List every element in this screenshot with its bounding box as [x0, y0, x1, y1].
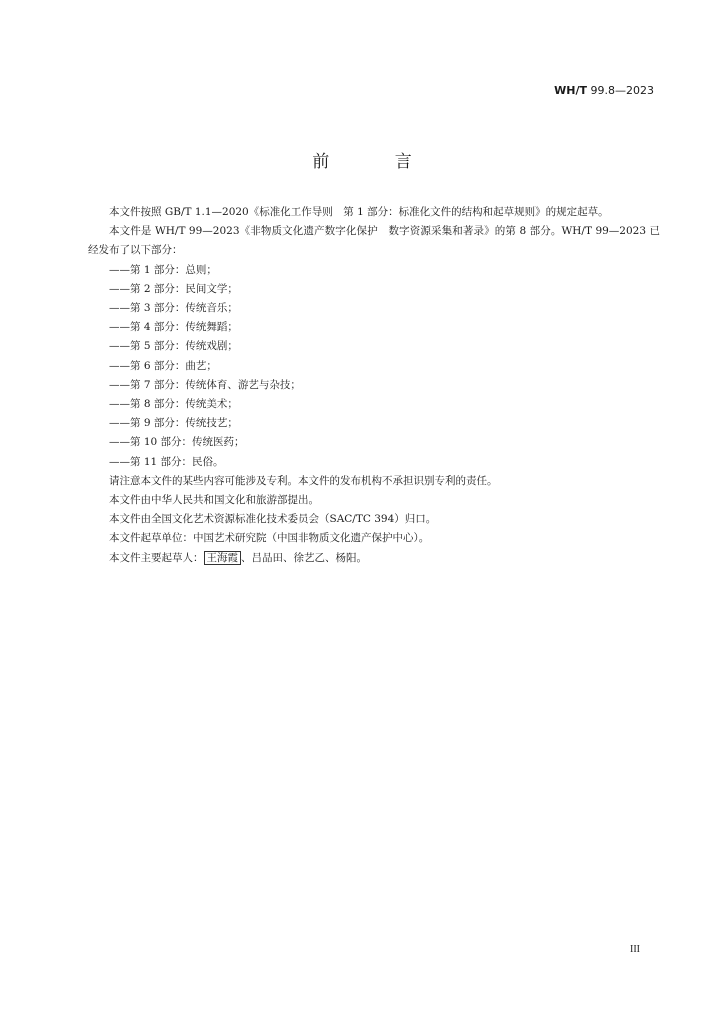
paragraph-committee: 本文件由全国文化艺术资源标准化技术委员会（SAC/TC 394）归口。	[109, 513, 437, 526]
list-item: ——第 4 部分：传统舞蹈；	[109, 321, 238, 334]
paragraph-proposer: 本文件由中华人民共和国文化和旅游部提出。	[109, 494, 319, 507]
list-item: ——第 7 部分：传统体育、游艺与杂技；	[109, 378, 301, 391]
drafters-prefix: 本文件主要起草人：	[109, 551, 204, 564]
paragraph-drafting-unit: 本文件起草单位：中国艺术研究院（中国非物质文化遗产保护中心）。	[109, 532, 430, 545]
document-code	[554, 84, 654, 97]
list-item: ——第 3 部分：传统音乐；	[109, 302, 238, 315]
list-item: ——第 5 部分：传统戏剧；	[109, 340, 238, 353]
paragraph-series-info: 本文件是 WH/T 99—2023《非物质文化遗产数字化保护 数字资源采集和著录》的第 8 部分。WH/T 99—2023 已经发布了以下部分：	[88, 225, 660, 257]
list-item: ——第 1 部分：总则；	[109, 263, 217, 276]
paragraph-patent-notice: 请注意本文件的某些内容可能涉及专利。本文件的发布机构不承担识别专利的责任。	[109, 474, 498, 487]
page-number: III	[630, 944, 640, 955]
drafters-rest: 、吕品田、徐艺乙、杨阳。	[241, 551, 367, 564]
paragraph-drafters	[88, 549, 660, 568]
list-item: ——第 6 部分：曲艺；	[109, 359, 217, 372]
list-item: ——第 2 部分：民间文学；	[109, 282, 238, 295]
drafter-name-boxed: 王海霞	[204, 551, 242, 565]
paragraph-drafting-rules: 本文件按照 GB/T 1.1—2020《标准化工作导则 第 1 部分：标准化文件的结构和起草规则》的规定起草。	[109, 206, 609, 218]
page-title: 前 言	[312, 152, 442, 172]
parts-list	[88, 261, 660, 472]
document-code-number: 99.8—2023	[587, 84, 654, 97]
list-item: ——第 8 部分：传统美术；	[109, 398, 238, 411]
list-item: ——第 11 部分：民俗。	[109, 455, 224, 468]
list-item: ——第 10 部分：传统医药；	[109, 436, 245, 449]
document-code-prefix: WH/T	[554, 84, 588, 97]
list-item: ——第 9 部分：传统技艺；	[109, 417, 238, 430]
foreword-body	[88, 203, 660, 568]
